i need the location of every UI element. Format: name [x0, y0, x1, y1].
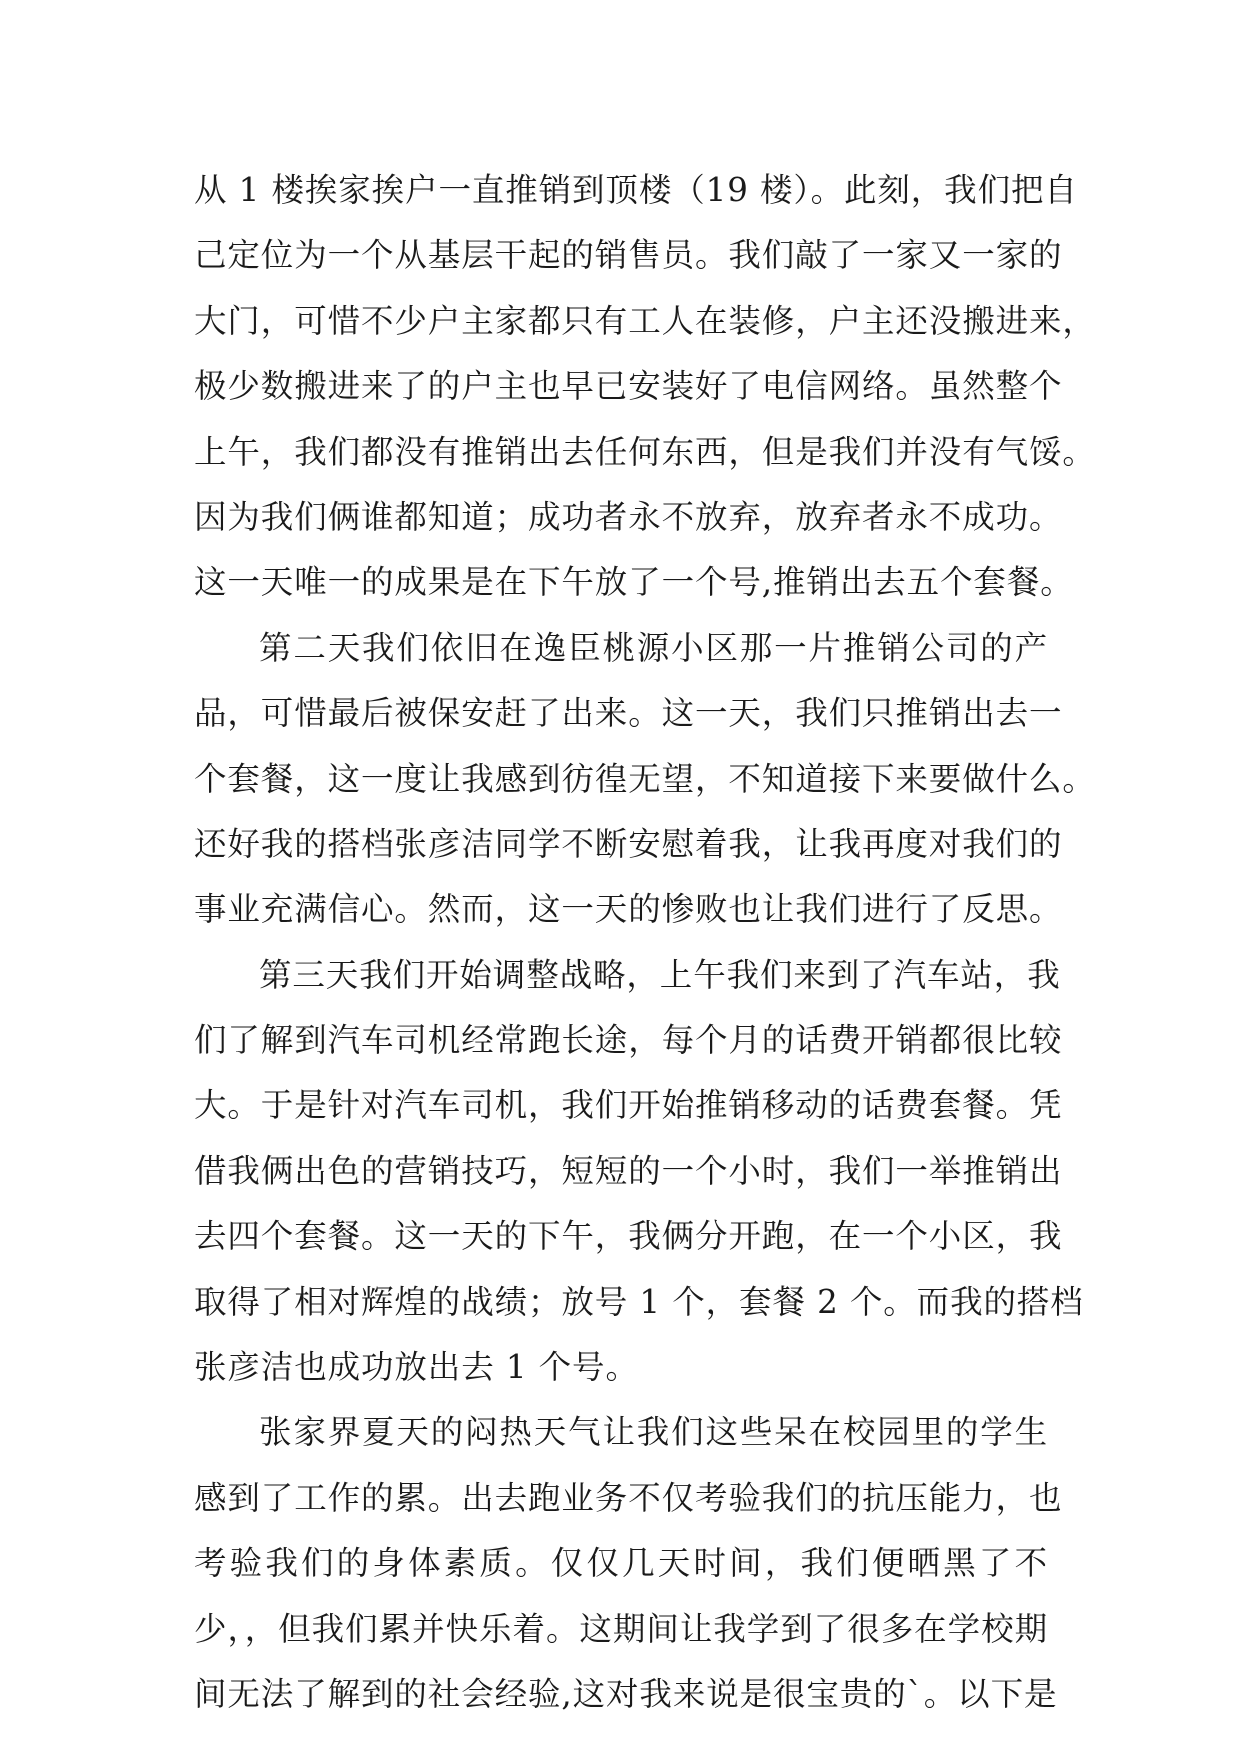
text-line: 张彦洁也成功放出去 1 个号。 — [194, 1348, 639, 1387]
text-line: 大。于是针对汽车司机，我们开始推销移动的话费套餐。凭 — [194, 1086, 1063, 1125]
text-line: 品，可惜最后被保安赶了出来。这一天，我们只推销出去一 — [194, 694, 1063, 733]
text-line: 借我俩出色的营销技巧，短短的一个小时，我们一举推销出 — [194, 1151, 1063, 1190]
text-line: 去四个套餐。这一天的下午，我俩分开跑，在一个小区，我 — [194, 1217, 1063, 1256]
text-line: 个套餐，这一度让我感到彷徨无望，不知道接下来要做什么。 — [194, 759, 1096, 798]
text-line: 还好我的搭档张彦洁同学不断安慰着我，让我再度对我们的 — [194, 824, 1063, 863]
text-line: 大门，可惜不少户主家都只有工人在装修，户主还没搬进来， — [194, 301, 1096, 340]
paragraph-first-line: 第三天我们开始调整战略，上午我们来到了汽车站，我 — [259, 955, 1061, 994]
text-line: 们了解到汽车司机经常跑长途，每个月的话费开销都很比较 — [194, 1021, 1063, 1060]
body-text — [194, 158, 1096, 1727]
text-line: 己定位为一个从基层干起的销售员。我们敲了一家又一家的 — [194, 236, 1063, 275]
text-line: 这一天唯一的成果是在下午放了一个号,推销出去五个套餐。 — [194, 563, 1074, 602]
text-line: 上午，我们都没有推销出去任何东西，但是我们并没有气馁。 — [194, 432, 1096, 471]
text-line: 因为我们俩谁都知道；成功者永不放弃，放弃者永不成功。 — [194, 497, 1063, 536]
text-line: 间无法了解到的社会经验,这对我来说是很宝贵的`。以下是 — [194, 1674, 1058, 1713]
text-line: 事业充满信心。然而，这一天的惨败也让我们进行了反思。 — [194, 890, 1063, 929]
text-line: 从 1 楼挨家挨户一直推销到顶楼（19 楼）。此刻，我们把自 — [194, 171, 1078, 209]
text-line: 少，，但我们累并快乐着。这期间让我学到了很多在学校期 — [194, 1609, 1048, 1648]
text-line: 考验我们的身体素质。仅仅几天时间，我们便晒黑了不 — [194, 1544, 1048, 1583]
text-line: 取得了相对辉煌的战绩；放号 1 个，套餐 2 个。而我的搭档 — [194, 1282, 1084, 1321]
text-line: 极少数搬进来了的户主也早已安装好了电信网络。虽然整个 — [194, 367, 1063, 406]
paragraph-first-line: 第二天我们依旧在逸臣桃源小区那一片推销公司的产 — [259, 628, 1048, 667]
text-line: 感到了工作的累。出去跑业务不仅考验我们的抗压能力，也 — [194, 1478, 1063, 1517]
paragraph-first-line: 张家界夏天的闷热天气让我们这些呆在校园里的学生 — [259, 1413, 1048, 1452]
